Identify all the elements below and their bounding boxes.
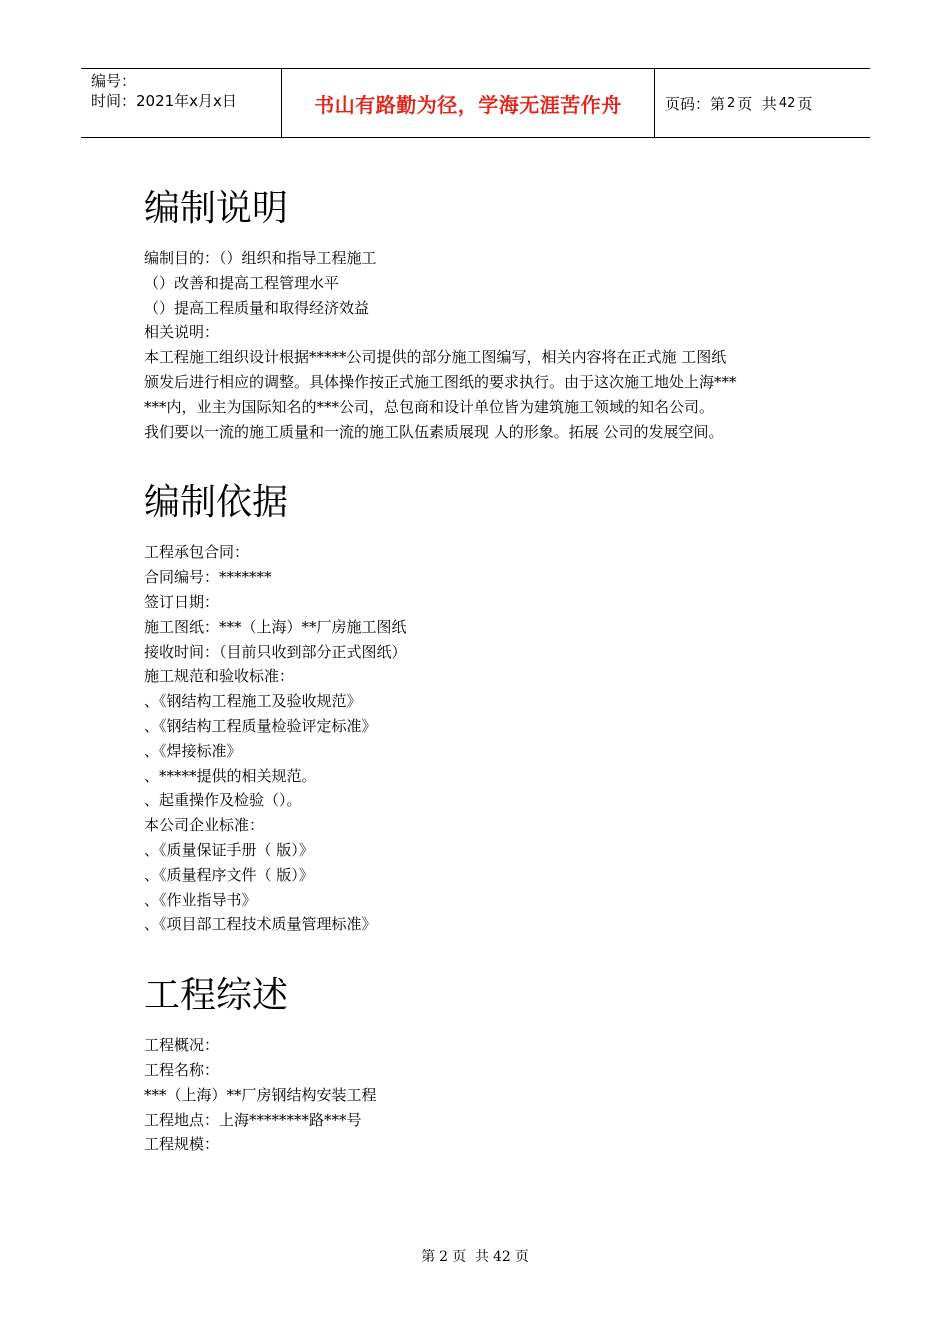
footer-page-number: 2 <box>439 1249 449 1265</box>
text-line: 、起重操作及检验（）。 <box>144 791 302 810</box>
section-compile-notes <box>144 180 844 444</box>
section-project-overview <box>144 967 844 1157</box>
text-line: 相关说明： <box>144 323 220 342</box>
text-line: 施工规范和验收标准： <box>144 667 295 686</box>
header-meta <box>81 69 282 137</box>
text-line: 、《焊接标准》 <box>144 741 242 760</box>
text-line: 、《钢结构工程质量检验评定标准》 <box>144 716 377 735</box>
text-line: 工程承包合同： <box>144 543 250 562</box>
page-header <box>81 68 870 138</box>
text-line: 签订日期： <box>144 592 220 611</box>
text-line: 、《作业指导书》 <box>144 890 257 909</box>
page-prefix: 页码：第 <box>665 94 726 113</box>
text-line: 、《质量保证手册（ 版）》 <box>144 840 314 859</box>
text-line: 本公司企业标准： <box>144 816 265 835</box>
text-line: 编制目的：（）组织和指导工程施工 <box>144 249 377 267</box>
footer-mid: 页 共 <box>452 1249 489 1265</box>
motto: 书山有路勤为径，学海无涯苦作舟 <box>314 92 622 117</box>
text-line: （）改善和提高工程管理水平 <box>144 273 340 292</box>
document-body <box>144 180 844 1157</box>
text-line: 、《钢结构工程施工及验收规范》 <box>144 692 362 711</box>
text-line: 工程概况： <box>144 1036 220 1055</box>
section-title: 工程综述 <box>144 975 289 1017</box>
header-motto-cell <box>282 69 655 137</box>
total-pages: 42 <box>778 95 796 111</box>
footer-suffix: 页 <box>514 1249 529 1265</box>
page-suffix: 页 <box>797 94 813 113</box>
text-line: 工程名称： <box>144 1060 220 1079</box>
text-line: 我们要以一流的施工质量和一流的施工队伍素质展现 人的形象。拓展 公司的发展空间。 <box>144 422 724 441</box>
text-line: 施工图纸：***（上海）**厂房施工图纸 <box>144 617 407 636</box>
text-line: 工程地点：上海********路***号 <box>144 1110 362 1129</box>
text-line: ***内，业主为国际知名的***公司，总包商和设计单位皆为建筑施工领域的知名公司。 <box>144 397 715 416</box>
text-line: 颁发后进行相应的调整。具体操作按正式施工图纸的要求执行。由于这次施工地处上海*** <box>144 372 737 391</box>
section-compile-basis <box>144 474 844 937</box>
page-number: 2 <box>727 95 736 111</box>
section-title: 编制说明 <box>144 188 289 229</box>
section-title: 编制依据 <box>144 482 289 524</box>
text-line: 、《项目部工程技术质量管理标准》 <box>144 915 377 934</box>
text-line: （）提高工程质量和取得经济效益 <box>144 298 370 317</box>
text-line: 本工程施工组织设计根据*****公司提供的部分施工图编写，相关内容将在正式施 工图纸 <box>144 348 727 367</box>
footer-prefix: 第 <box>421 1249 436 1265</box>
text-line: 工程规模： <box>144 1135 220 1154</box>
text-line: 、《质量程序文件（ 版）》 <box>144 865 314 884</box>
section-lines <box>144 246 844 444</box>
text-line: 合同编号：******* <box>144 568 272 587</box>
time-label: 时间：2021年x月x日 <box>91 92 237 110</box>
text-line: ***（上海）**厂房钢结构安装工程 <box>144 1085 377 1104</box>
section-lines <box>144 540 844 937</box>
page-footer <box>0 1246 950 1266</box>
code-label: 编号： <box>91 72 137 90</box>
section-lines <box>144 1033 844 1157</box>
text-line: 接收时间：（目前只收到部分正式图纸） <box>144 642 407 661</box>
footer-total-pages: 42 <box>493 1249 511 1265</box>
page-mid: 页 共 <box>737 94 777 113</box>
text-line: 、*****提供的相关规范。 <box>144 766 317 785</box>
header-page-info <box>655 69 870 137</box>
